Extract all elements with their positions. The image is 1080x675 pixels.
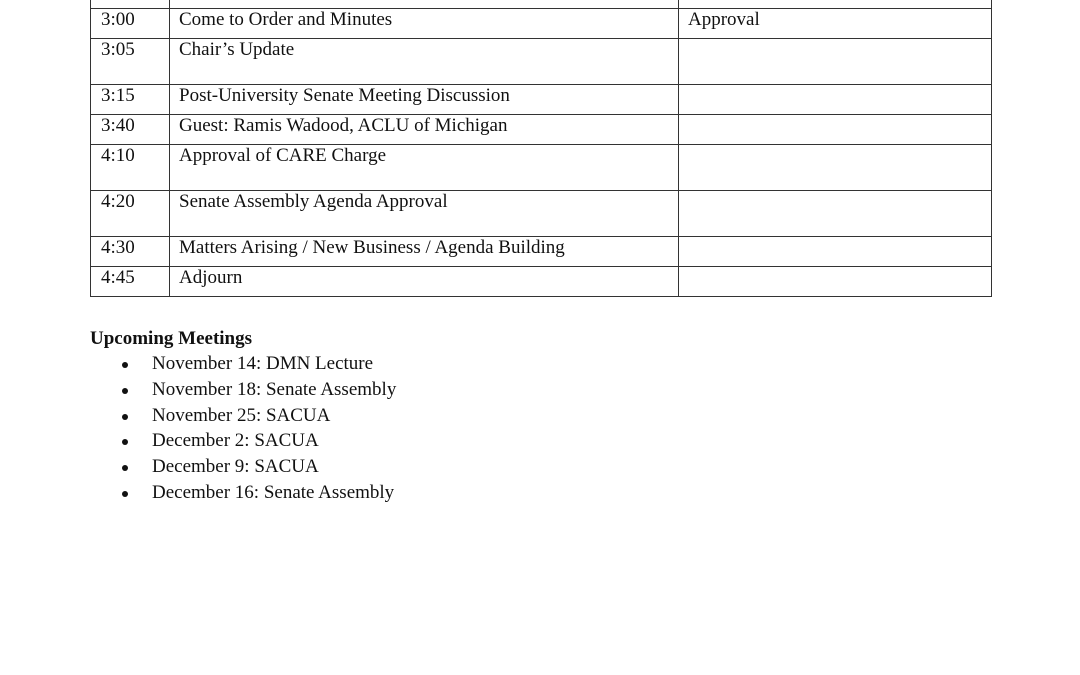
table-row xyxy=(91,267,992,297)
meeting-text: December 16: Senate Assembly xyxy=(152,481,395,503)
action-cell xyxy=(679,237,992,267)
item-cell: Guest: Ramis Wadood, ACLU of Michigan xyxy=(170,115,679,145)
table-row xyxy=(91,237,992,267)
item-cell: Senate Assembly Agenda Approval xyxy=(170,191,679,237)
time-cell: 3:15 xyxy=(91,85,170,115)
bullet-icon xyxy=(122,362,128,368)
list-item xyxy=(90,403,690,429)
table-row xyxy=(91,85,992,115)
meeting-text: November 25: SACUA xyxy=(152,404,331,426)
time-cell: 3:40 xyxy=(91,115,170,145)
list-item xyxy=(90,428,690,454)
meeting-text: December 9: SACUA xyxy=(152,456,319,478)
table-row xyxy=(91,191,992,237)
agenda-table xyxy=(90,0,992,297)
action-cell xyxy=(679,145,992,191)
action-cell: Approval xyxy=(679,9,992,39)
action-cell xyxy=(679,85,992,115)
meeting-text: November 14: DMN Lecture xyxy=(152,353,374,374)
action-cell xyxy=(679,39,992,85)
list-item xyxy=(90,454,690,480)
time-cell: 4:30 xyxy=(91,237,170,267)
bullet-icon xyxy=(122,465,128,471)
time-cell: 4:10 xyxy=(91,145,170,191)
action-cell xyxy=(679,0,992,9)
bullet-icon xyxy=(122,491,128,497)
item-cell: Come to Order and Minutes xyxy=(170,9,679,39)
item-cell: Adjourn xyxy=(170,267,679,297)
time-cell: 3:00 xyxy=(91,9,170,39)
item-cell: Chair’s Update xyxy=(170,39,679,85)
time-cell: 4:20 xyxy=(91,191,170,237)
table-row xyxy=(91,39,992,85)
bullet-icon xyxy=(122,414,128,420)
list-item xyxy=(90,351,690,377)
table-row xyxy=(91,9,992,39)
item-cell: Matters Arising / New Business / Agenda Building xyxy=(170,237,679,267)
item-cell: Approval of CARE Charge xyxy=(170,145,679,191)
action-cell xyxy=(679,191,992,237)
action-cell xyxy=(679,267,992,297)
time-cell xyxy=(91,0,170,9)
table-row xyxy=(91,0,992,9)
bullet-icon xyxy=(122,439,128,445)
time-cell: 4:45 xyxy=(91,267,170,297)
upcoming-meetings-list xyxy=(90,351,690,506)
time-cell: 3:05 xyxy=(91,39,170,85)
meeting-text: November 18: Senate Assembly xyxy=(152,378,397,400)
upcoming-meetings-heading: Upcoming Meetings xyxy=(90,328,253,349)
meeting-text: December 2: SACUA xyxy=(152,430,319,452)
table-row xyxy=(91,145,992,191)
list-item xyxy=(90,377,690,403)
table-row xyxy=(91,115,992,145)
item-cell: Post-University Senate Meeting Discussion xyxy=(170,85,679,115)
upcoming-meetings-section xyxy=(90,326,690,506)
list-item xyxy=(90,480,690,506)
bullet-icon xyxy=(122,388,128,394)
item-cell xyxy=(170,0,679,9)
action-cell xyxy=(679,115,992,145)
